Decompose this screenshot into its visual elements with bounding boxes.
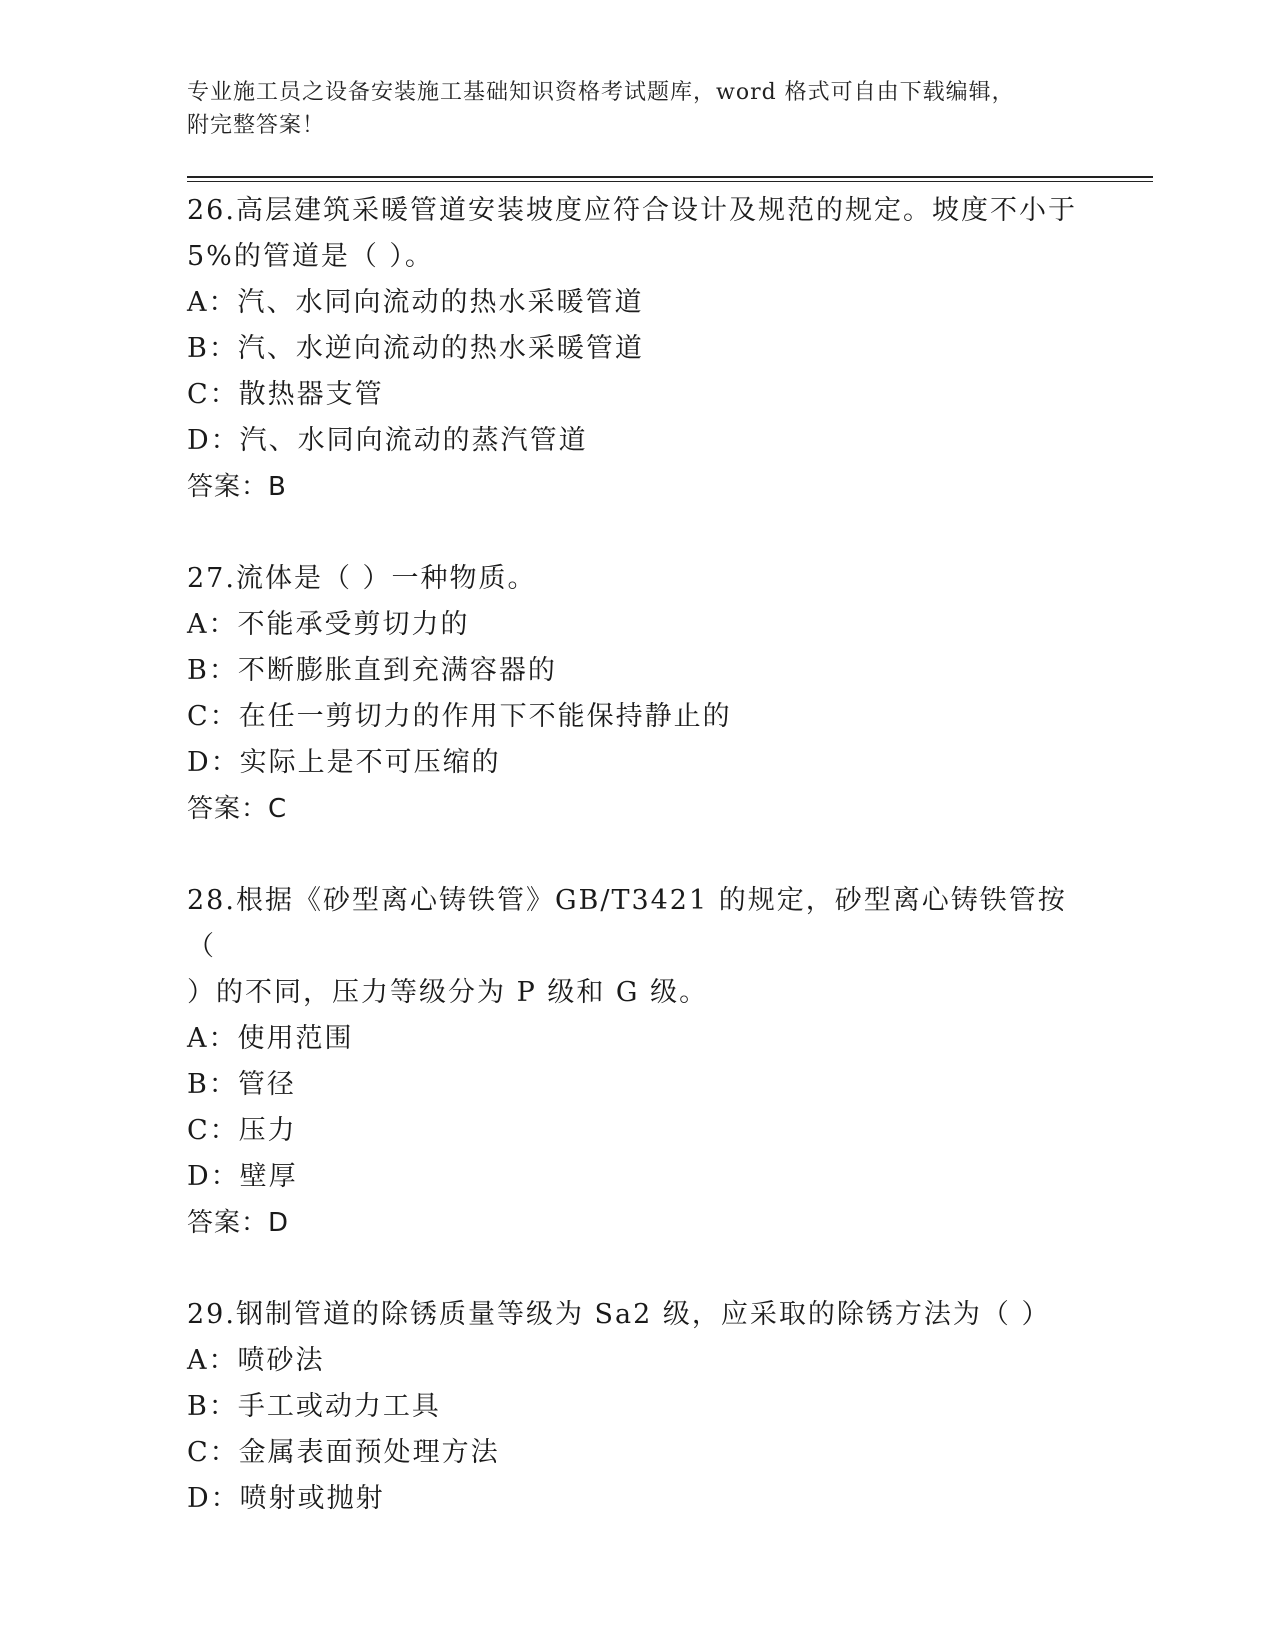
option-d: D：壁厚 xyxy=(187,1161,298,1192)
answer: 答案：C xyxy=(187,794,288,824)
header-line-2: 附完整答案！ xyxy=(187,113,326,138)
option-c: C：散热器支管 xyxy=(187,379,384,410)
question-stem-line: ）的不同，压力等级分为 P 级和 G 级。 xyxy=(187,977,709,1008)
answer: 答案：D xyxy=(187,1208,290,1238)
option-d: D：实际上是不可压缩的 xyxy=(187,747,501,778)
option-d: D：汽、水同向流动的蒸汽管道 xyxy=(187,425,588,456)
question-stem-line: 29.钢制管道的除锈质量等级为 Sa2 级，应采取的除锈方法为（ ） xyxy=(187,1299,1051,1330)
question-26 xyxy=(187,188,1087,510)
question-27 xyxy=(187,556,1087,832)
question-stem-line: 28.根据《砂型离心铸铁管》GB/T3421 的规定，砂型离心铸铁管按（ xyxy=(187,885,1067,962)
option-c: C：压力 xyxy=(187,1115,297,1146)
option-a: A：不能承受剪切力的 xyxy=(187,609,470,640)
option-b: B：手工或动力工具 xyxy=(187,1391,441,1422)
option-d: D：喷射或抛射 xyxy=(187,1483,385,1514)
header-line-1: 专业施工员之设备安装施工基础知识资格考试题库，word 格式可自由下载编辑， xyxy=(187,80,1015,105)
question-stem-line: 27.流体是（ ）一种物质。 xyxy=(187,563,537,594)
answer: 答案：B xyxy=(187,472,287,502)
option-b: B：不断膨胀直到充满容器的 xyxy=(187,655,557,686)
question-29 xyxy=(187,1292,1087,1522)
option-a: A：喷砂法 xyxy=(187,1345,325,1376)
option-a: A：使用范围 xyxy=(187,1023,354,1054)
header-divider-thin xyxy=(187,181,1153,182)
option-c: C：金属表面预处理方法 xyxy=(187,1437,500,1468)
document-header xyxy=(187,76,1067,142)
option-b: B：汽、水逆向流动的热水采暖管道 xyxy=(187,333,644,364)
option-b: B：管径 xyxy=(187,1069,296,1100)
question-28 xyxy=(187,878,1087,1246)
question-stem-line: 5%的管道是（ ）。 xyxy=(187,241,434,272)
option-c: C：在任一剪切力的作用下不能保持静止的 xyxy=(187,701,732,732)
question-stem-line: 26.高层建筑采暖管道安装坡度应符合设计及规范的规定。坡度不小于 xyxy=(187,195,1077,226)
question-list xyxy=(187,188,1087,1568)
option-a: A：汽、水同向流动的热水采暖管道 xyxy=(187,287,644,318)
header-divider-thick xyxy=(187,176,1153,178)
